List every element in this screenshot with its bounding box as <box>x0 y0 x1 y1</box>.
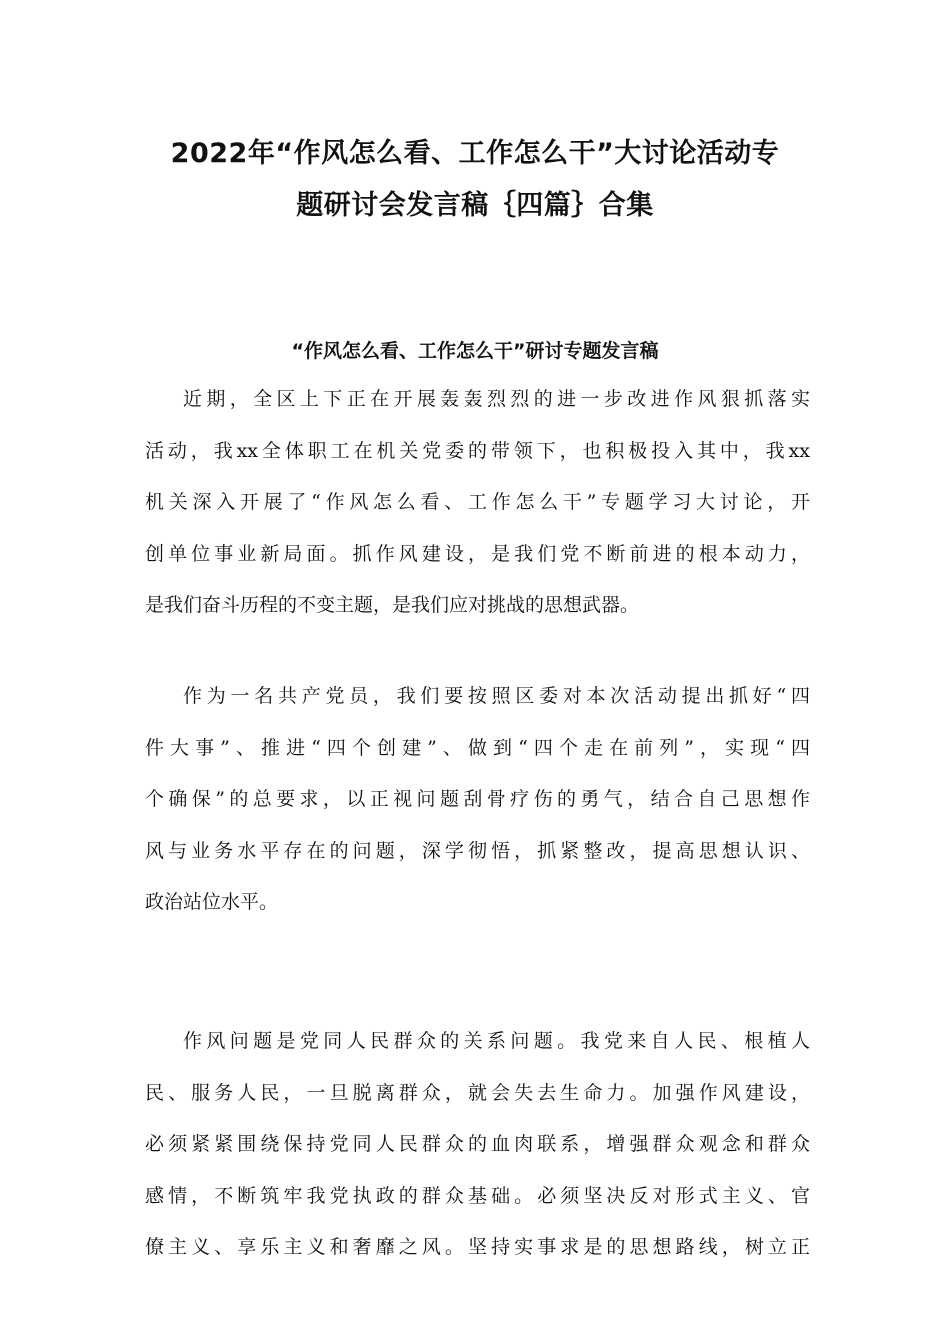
document-title <box>120 128 830 232</box>
paragraph-line: 创单位事业新局面。抓作风建设，是我们党不断前进的根本动力， <box>145 542 810 565</box>
paragraph-line: 近期，全区上下正在开展轰轰烈烈的进一步改进作风狠抓落实 <box>183 388 810 410</box>
paragraph-line: 活动，我xx全体职工在机关党委的带领下，也积极投入其中，我xx <box>145 439 810 462</box>
paragraph-line: 个确保”的总要求，以正视问题刮骨疗伤的勇气，结合自己思想作 <box>145 788 810 810</box>
section-title: “作风怎么看、工作怎么干”研讨专题发言稿 <box>291 340 659 362</box>
paragraph-line: 风与业务水平存在的问题，深学彻悟，抓紧整改，提高思想认识、 <box>145 839 810 862</box>
paragraph-line: 民、服务人民，一旦脱离群众，就会失去生命力。加强作风建设， <box>145 1081 810 1104</box>
paragraph-line: 作风问题是党同人民群众的关系问题。我党来自人民、根植人 <box>183 1030 810 1052</box>
paragraph-line: 作为一名共产党员，我们要按照区委对本次活动提出抓好“四 <box>183 685 810 707</box>
paragraph-line: 政治站位水平。 <box>145 891 279 913</box>
document-title-line-1: 2022年“作风怎么看、工作怎么干”大讨论活动专 <box>170 138 780 169</box>
paragraph-1 <box>145 374 810 632</box>
paragraph-line: 感情，不断筑牢我党执政的群众基础。必须坚决反对形式主义、官 <box>145 1184 810 1207</box>
paragraph-line: 必须紧紧围绕保持党同人民群众的血肉联系，增强群众观念和群众 <box>145 1133 810 1155</box>
paragraph-line: 件大事”、推进“四个创建”、做到“四个走在前列”，实现“四 <box>145 736 810 759</box>
document-title-line-2: 题研讨会发言稿｛四篇｝合集 <box>296 190 654 221</box>
paragraph-3 <box>145 1016 810 1274</box>
paragraph-2 <box>145 671 810 929</box>
paragraph-line: 僚主义、享乐主义和奢靡之风。坚持实事求是的思想路线，树立正 <box>145 1236 810 1258</box>
paragraph-line: 是我们奋斗历程的不变主题，是我们应对挑战的思想武器。 <box>145 594 640 616</box>
paragraph-line: 机关深入开展了“作风怎么看、工作怎么干”专题学习大讨论，开 <box>145 491 810 513</box>
